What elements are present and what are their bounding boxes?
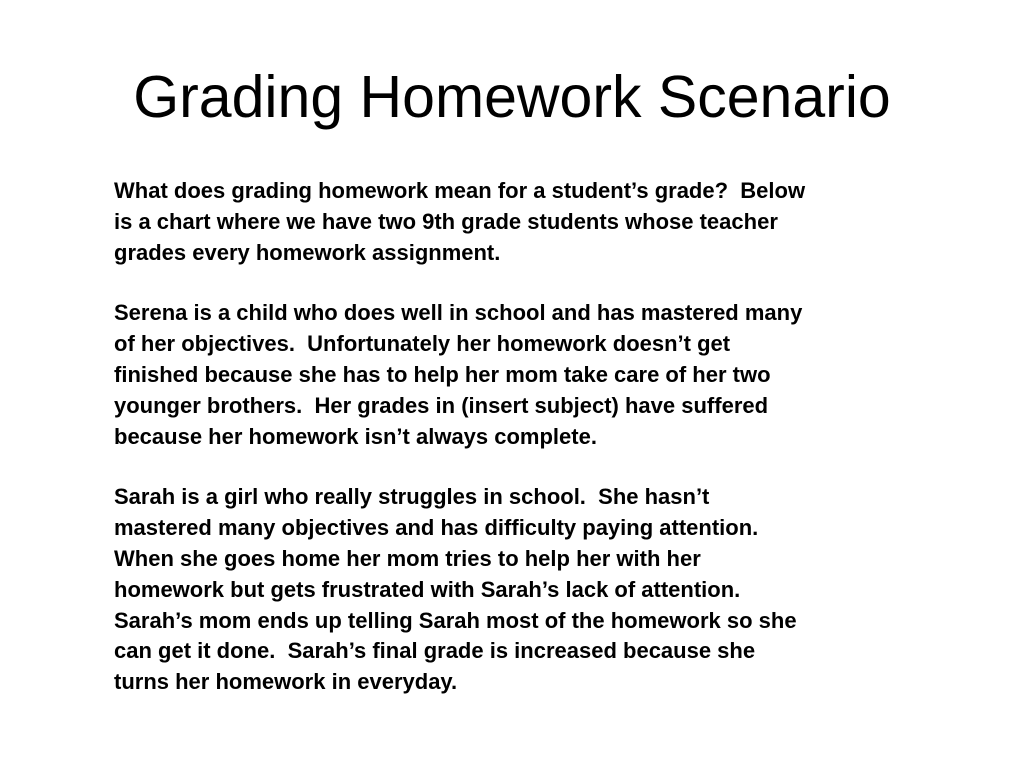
paragraph-line: can get it done. Sarah’s final grade is increased because she xyxy=(114,638,756,664)
paragraph-line: Serena is a child who does well in school and has mastered many xyxy=(114,300,803,326)
paragraph-line: younger brothers. Her grades in (insert subject) have suffered xyxy=(114,392,769,418)
slide-body xyxy=(114,176,934,728)
paragraph-line: Sarah’s mom ends up telling Sarah most of the homework so she xyxy=(114,607,797,633)
intro-paragraph xyxy=(114,176,934,268)
paragraph-line: homework but gets frustrated with Sarah’s lack of attention. xyxy=(114,576,741,602)
paragraph-line: Sarah is a girl who really struggles in school. She hasn’t xyxy=(114,484,710,510)
paragraph-line: What does grading homework mean for a student’s grade? Below xyxy=(114,178,806,203)
sarah-paragraph xyxy=(114,482,934,698)
paragraph-line: turns her homework in everyday. xyxy=(114,669,458,695)
paragraph-line: is a chart where we have two 9th grade students whose teacher xyxy=(114,208,778,234)
paragraph-line: of her objectives. Unfortunately her homework doesn’t get xyxy=(114,331,731,357)
paragraph-line: because her homework isn’t always complete. xyxy=(114,423,597,449)
serena-paragraph xyxy=(114,298,934,452)
slide-title: Grading Homework Scenario xyxy=(133,64,891,130)
paragraph-line: grades every homework assignment. xyxy=(114,239,501,265)
paragraph-line: mastered many objectives and has difficulty paying attention. xyxy=(114,515,759,541)
paragraph-line: When she goes home her mom tries to help her with her xyxy=(114,545,701,571)
paragraph-line: finished because she has to help her mom take care of her two xyxy=(114,361,771,387)
